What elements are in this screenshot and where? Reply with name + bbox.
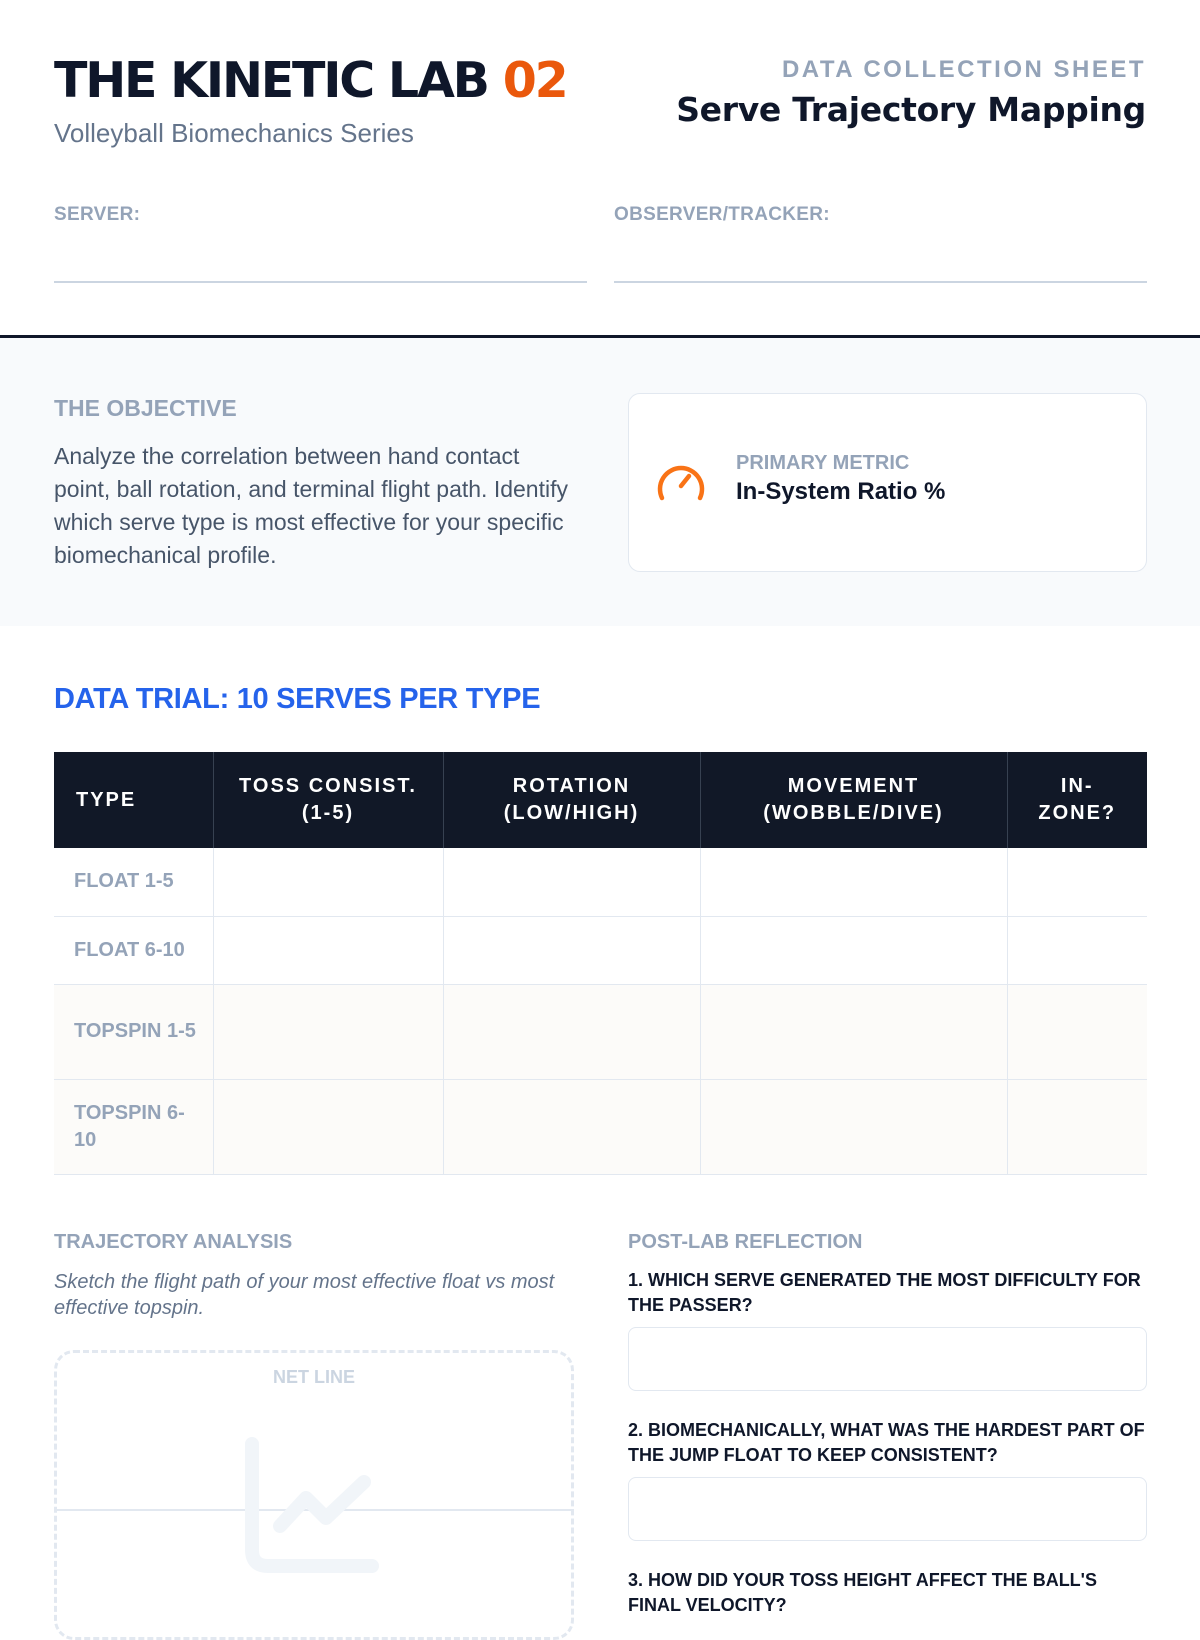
rotation-cell[interactable] [443, 916, 700, 984]
metric-value: In-System Ratio % [736, 478, 946, 505]
reflection-question-3: 3. HOW DID YOUR TOSS HEIGHT AFFECT THE BALL'S FINAL VELOCITY? [628, 1570, 1097, 1615]
trajectory-note: Sketch the flight path of your most effective float vs most effective topspin. [54, 1271, 555, 1319]
reflection-answer-1[interactable] [628, 1327, 1147, 1391]
in-zone-cell[interactable] [1007, 984, 1147, 1079]
reflection-question-1: 1. WHICH SERVE GENERATED THE MOST DIFFICULTY FOR THE PASSER? [628, 1270, 1141, 1315]
trial-title: DATA TRIAL: 10 SERVES PER TYPE [54, 683, 541, 715]
sheet-header [0, 0, 1200, 338]
column-header-type: TYPE [54, 752, 213, 848]
table-row [54, 848, 1147, 916]
server-label: SERVER: [54, 204, 141, 225]
column-header-rotation: ROTATION (LOW/HIGH) [443, 752, 700, 848]
rotation-cell[interactable] [443, 848, 700, 916]
rotation-cell[interactable] [443, 984, 700, 1079]
data-trial-table [54, 752, 1147, 1175]
server-field[interactable] [54, 281, 587, 283]
column-header-in-zone: IN- ZONE? [1007, 752, 1147, 848]
brand-title [54, 52, 566, 109]
in-zone-cell[interactable] [1007, 848, 1147, 916]
rotation-cell[interactable] [443, 1079, 700, 1174]
column-header-toss: TOSS CONSIST. (1-5) [213, 752, 443, 848]
toss-cell[interactable] [213, 984, 443, 1079]
objective-text: Analyze the correlation between hand contact point, ball rotation, and terminal flight path. Identify which serve type is most effective for your specific biomechanical profile. [54, 443, 568, 568]
type-cell: FLOAT 6-10 [54, 916, 213, 984]
sheet-title: Serve Trajectory Mapping [676, 90, 1146, 129]
in-zone-cell[interactable] [1007, 1079, 1147, 1174]
type-cell: TOPSPIN 1-5 [54, 984, 213, 1079]
movement-cell[interactable] [700, 916, 1007, 984]
series-subtitle: Volleyball Biomechanics Series [54, 118, 414, 148]
movement-cell[interactable] [700, 984, 1007, 1079]
table-row [54, 984, 1147, 1079]
net-line-label: NET LINE [272, 1367, 355, 1387]
column-header-movement: MOVEMENT (WOBBLE/DIVE) [700, 752, 1007, 848]
toss-cell[interactable] [213, 916, 443, 984]
in-zone-cell[interactable] [1007, 916, 1147, 984]
movement-cell[interactable] [700, 848, 1007, 916]
table-row [54, 916, 1147, 984]
chart-line-icon [240, 1438, 384, 1578]
gauge-icon [655, 460, 707, 504]
reflection-title: POST-LAB REFLECTION [628, 1231, 863, 1253]
toss-cell[interactable] [213, 848, 443, 916]
table-header-row [54, 752, 1147, 848]
reflection-question-2: 2. BIOMECHANICALLY, WHAT WAS THE HARDEST PART OF THE JUMP FLOAT TO KEEP CONSISTENT? [628, 1420, 1145, 1465]
observer-label: OBSERVER/TRACKER: [614, 204, 830, 225]
trajectory-title: TRAJECTORY ANALYSIS [54, 1231, 293, 1253]
reflection-answer-2[interactable] [628, 1477, 1147, 1541]
toss-cell[interactable] [213, 1079, 443, 1174]
brand-name: THE KINETIC LAB [54, 52, 488, 109]
objective-title: THE OBJECTIVE [54, 395, 237, 421]
movement-cell[interactable] [700, 1079, 1007, 1174]
metric-kicker: PRIMARY METRIC [736, 452, 910, 474]
table-row [54, 1079, 1147, 1174]
type-cell: FLOAT 1-5 [54, 848, 213, 916]
observer-field[interactable] [614, 281, 1147, 283]
type-cell: TOPSPIN 6-10 [54, 1079, 213, 1174]
brand-number: 02 [502, 52, 567, 109]
sheet-kicker: DATA COLLECTION SHEET [781, 56, 1146, 83]
